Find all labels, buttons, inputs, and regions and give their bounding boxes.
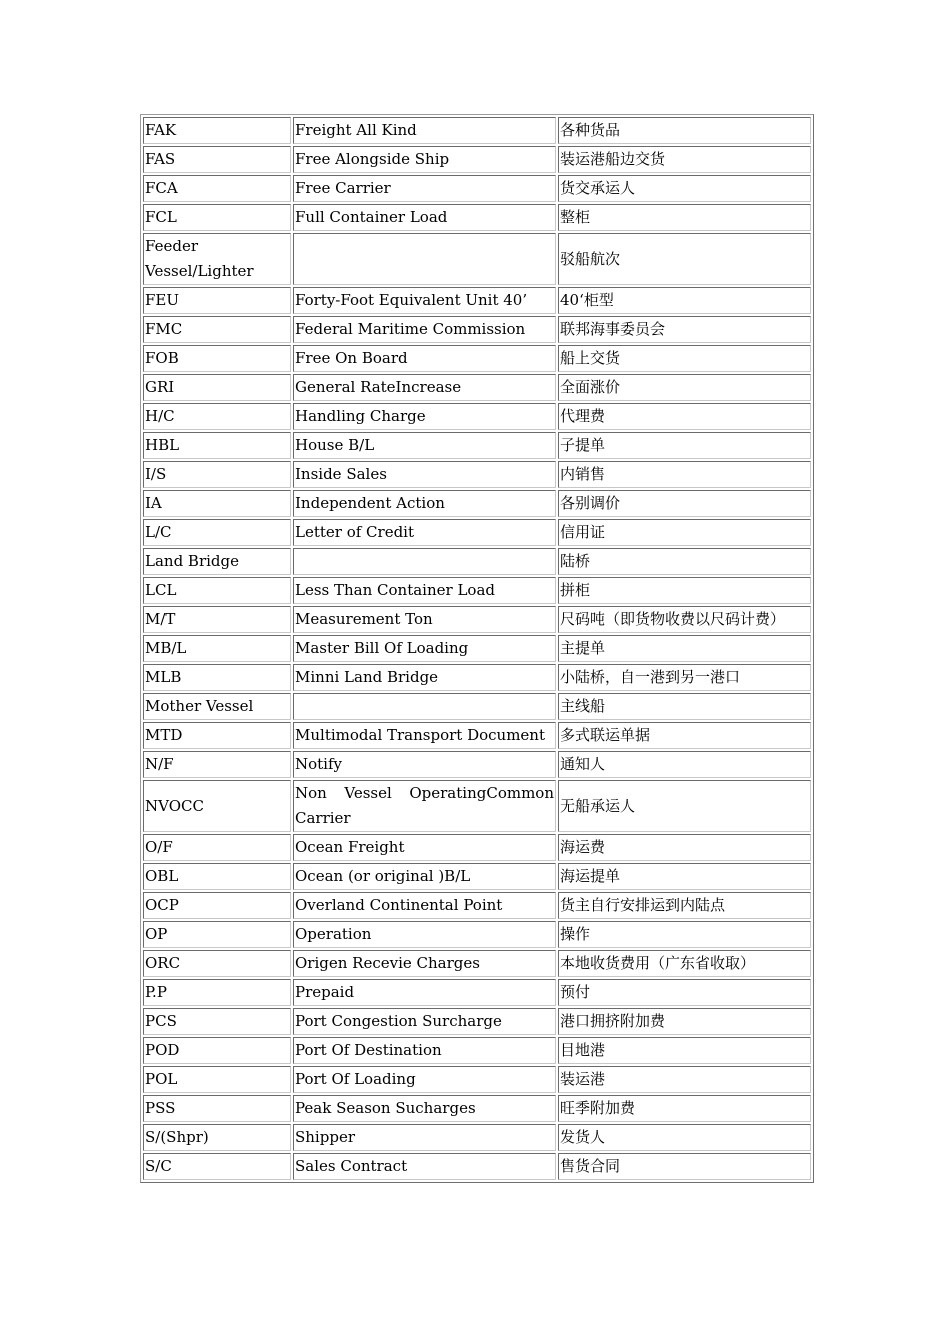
table-row [143, 1066, 811, 1093]
table-row [143, 834, 811, 861]
english-term-cell: Forty-Foot Equivalent Unit 40’ [293, 287, 556, 314]
abbreviation-cell: S/(Shpr) [143, 1124, 291, 1151]
english-term-cell: Origen Recevie Charges [293, 950, 556, 977]
chinese-term-cell: 主提单 [558, 635, 811, 662]
table-row [143, 950, 811, 977]
abbreviation-cell: OCP [143, 892, 291, 919]
table-row [143, 693, 811, 720]
chinese-term-cell: 尺码吨（即货物收费以尺码计费） [558, 606, 811, 633]
english-term-cell: Overland Continental Point [293, 892, 556, 919]
table-row [143, 780, 811, 832]
chinese-term-cell: 各别调价 [558, 490, 811, 517]
abbreviation-cell: Land Bridge [143, 548, 291, 575]
english-term-cell: House B/L [293, 432, 556, 459]
abbreviation-cell: MB/L [143, 635, 291, 662]
chinese-term-cell: 通知人 [558, 751, 811, 778]
chinese-term-cell: 拼柜 [558, 577, 811, 604]
english-term-cell: Port Congestion Surcharge [293, 1008, 556, 1035]
english-term-cell: Notify [293, 751, 556, 778]
table-row [143, 316, 811, 343]
english-term-cell: Shipper [293, 1124, 556, 1151]
chinese-term-cell: 联邦海事委员会 [558, 316, 811, 343]
english-term-cell: Free Carrier [293, 175, 556, 202]
chinese-term-cell: 小陆桥，自一港到另一港口 [558, 664, 811, 691]
abbreviation-cell: FAK [143, 117, 291, 144]
abbreviation-cell: OBL [143, 863, 291, 890]
abbreviation-cell: L/C [143, 519, 291, 546]
chinese-term-cell: 售货合同 [558, 1153, 811, 1180]
chinese-term-cell: 目地港 [558, 1037, 811, 1064]
chinese-term-cell: 装运港船边交货 [558, 146, 811, 173]
abbreviation-cell: I/S [143, 461, 291, 488]
chinese-term-cell: 船上交货 [558, 345, 811, 372]
table-row [143, 577, 811, 604]
abbreviation-cell: M/T [143, 606, 291, 633]
english-term-cell: Master Bill Of Loading [293, 635, 556, 662]
english-term-cell: Minni Land Bridge [293, 664, 556, 691]
table-row [143, 1124, 811, 1151]
english-term-cell [293, 693, 556, 720]
chinese-term-cell: 货交承运人 [558, 175, 811, 202]
chinese-term-cell: 本地收货费用（广东省收取） [558, 950, 811, 977]
english-term-cell: Independent Action [293, 490, 556, 517]
english-term-cell: Sales Contract [293, 1153, 556, 1180]
shipping-terms-table [140, 114, 814, 1183]
table-row [143, 490, 811, 517]
english-term-cell: General RateIncrease [293, 374, 556, 401]
table-row [143, 175, 811, 202]
abbreviation-cell: FAS [143, 146, 291, 173]
english-term-cell [293, 233, 556, 285]
chinese-term-cell: 驳船航次 [558, 233, 811, 285]
abbreviation-cell: Feeder Vessel/Lighter [143, 233, 291, 285]
english-term-cell: Federal Maritime Commission [293, 316, 556, 343]
table-body [143, 117, 811, 1180]
abbreviation-cell: N/F [143, 751, 291, 778]
table-row [143, 345, 811, 372]
english-term-cell: Free Alongside Ship [293, 146, 556, 173]
english-term-cell: Less Than Container Load [293, 577, 556, 604]
chinese-term-cell: 海运提单 [558, 863, 811, 890]
abbreviation-cell: FMC [143, 316, 291, 343]
chinese-term-cell: 发货人 [558, 1124, 811, 1151]
table-row [143, 664, 811, 691]
abbreviation-cell: FCA [143, 175, 291, 202]
english-term-cell: Port Of Destination [293, 1037, 556, 1064]
table-row [143, 461, 811, 488]
table-row [143, 892, 811, 919]
english-term-cell: Multimodal Transport Document [293, 722, 556, 749]
chinese-term-cell: 装运港 [558, 1066, 811, 1093]
english-term-cell: Ocean Freight [293, 834, 556, 861]
english-term-cell: Full Container Load [293, 204, 556, 231]
chinese-term-cell: 预付 [558, 979, 811, 1006]
english-term-cell [293, 548, 556, 575]
english-term-cell: Handling Charge [293, 403, 556, 430]
table-row [143, 204, 811, 231]
chinese-term-cell: 海运费 [558, 834, 811, 861]
table-row [143, 1037, 811, 1064]
abbreviation-cell: IA [143, 490, 291, 517]
english-term-cell: Non Vessel OperatingCommon Carrier [293, 780, 556, 832]
table-row [143, 117, 811, 144]
chinese-term-cell: 各种货品 [558, 117, 811, 144]
english-term-cell: Measurement Ton [293, 606, 556, 633]
chinese-term-cell: 内销售 [558, 461, 811, 488]
chinese-term-cell: 货主自行安排运到内陆点 [558, 892, 811, 919]
chinese-term-cell: 陆桥 [558, 548, 811, 575]
chinese-term-cell: 代理费 [558, 403, 811, 430]
english-term-cell: Letter of Credit [293, 519, 556, 546]
chinese-term-cell: 40‘柜型 [558, 287, 811, 314]
abbreviation-cell: POD [143, 1037, 291, 1064]
table-row [143, 432, 811, 459]
chinese-term-cell: 操作 [558, 921, 811, 948]
table-row [143, 635, 811, 662]
abbreviation-cell: S/C [143, 1153, 291, 1180]
table-row [143, 287, 811, 314]
table-row [143, 1008, 811, 1035]
english-term-cell: Port Of Loading [293, 1066, 556, 1093]
english-term-cell: Free On Board [293, 345, 556, 372]
chinese-term-cell: 整柜 [558, 204, 811, 231]
english-term-cell: Ocean (or original )B/L [293, 863, 556, 890]
abbreviation-cell: FOB [143, 345, 291, 372]
table-row [143, 233, 811, 285]
table-row [143, 921, 811, 948]
chinese-term-cell: 旺季附加费 [558, 1095, 811, 1122]
table-row [143, 548, 811, 575]
abbreviation-cell: Mother Vessel [143, 693, 291, 720]
english-term-cell: Operation [293, 921, 556, 948]
abbreviation-cell: H/C [143, 403, 291, 430]
abbreviation-cell: ORC [143, 950, 291, 977]
chinese-term-cell: 港口拥挤附加费 [558, 1008, 811, 1035]
chinese-term-cell: 无船承运人 [558, 780, 811, 832]
abbreviation-cell: HBL [143, 432, 291, 459]
table-row [143, 403, 811, 430]
table-row [143, 979, 811, 1006]
abbreviation-cell: GRI [143, 374, 291, 401]
table-row [143, 751, 811, 778]
abbreviation-cell: PSS [143, 1095, 291, 1122]
abbreviation-cell: FCL [143, 204, 291, 231]
abbreviation-cell: P.P [143, 979, 291, 1006]
table-row [143, 606, 811, 633]
abbreviation-cell: MLB [143, 664, 291, 691]
english-term-cell: Freight All Kind [293, 117, 556, 144]
chinese-term-cell: 主线船 [558, 693, 811, 720]
table-row [143, 374, 811, 401]
english-term-cell: Inside Sales [293, 461, 556, 488]
abbreviation-cell: OP [143, 921, 291, 948]
chinese-term-cell: 多式联运单据 [558, 722, 811, 749]
abbreviation-cell: MTD [143, 722, 291, 749]
table-row [143, 722, 811, 749]
chinese-term-cell: 全面涨价 [558, 374, 811, 401]
english-term-cell: Peak Season Sucharges [293, 1095, 556, 1122]
table-row [143, 519, 811, 546]
table-row [143, 1095, 811, 1122]
abbreviation-cell: NVOCC [143, 780, 291, 832]
english-term-cell: Prepaid [293, 979, 556, 1006]
abbreviation-cell: FEU [143, 287, 291, 314]
abbreviation-cell: LCL [143, 577, 291, 604]
table-row [143, 1153, 811, 1180]
table-row [143, 863, 811, 890]
abbreviation-cell: PCS [143, 1008, 291, 1035]
table-row [143, 146, 811, 173]
abbreviation-cell: POL [143, 1066, 291, 1093]
chinese-term-cell: 子提单 [558, 432, 811, 459]
chinese-term-cell: 信用证 [558, 519, 811, 546]
abbreviation-cell: O/F [143, 834, 291, 861]
